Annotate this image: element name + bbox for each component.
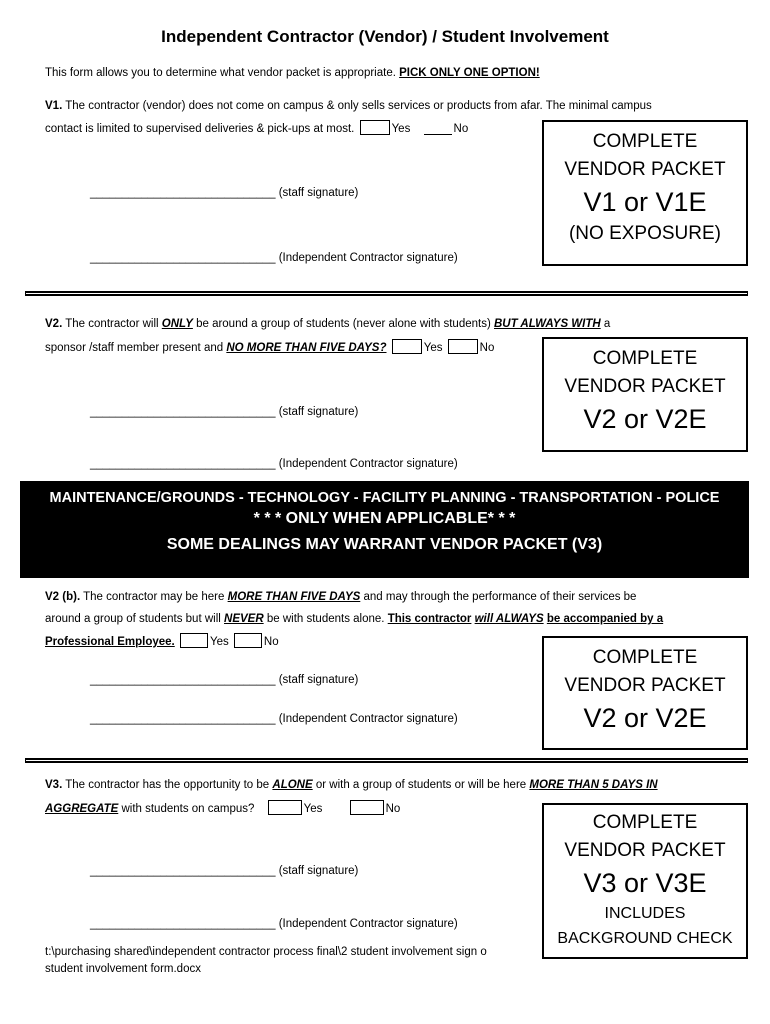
v3-text: or with a group of students or will be here	[315, 779, 527, 791]
v1-yes-label: Yes	[391, 123, 411, 135]
v3-contractor-signature-line[interactable]	[90, 918, 458, 930]
box-line: BACKGROUND CHECK	[557, 930, 733, 947]
v3-text: The contractor has the opportunity to be	[65, 779, 270, 791]
banner-v3-note: SOME DEALINGS MAY WARRANT VENDOR PACKET (V3)	[166, 536, 603, 553]
box-packet-code: V2 or V2E	[583, 404, 707, 434]
v2-emphasis: NO MORE THAN FIVE DAYS?	[226, 342, 387, 354]
v2b-text: around a group of students but will	[45, 613, 221, 625]
box-packet-code: V3 or V3E	[583, 868, 707, 898]
signature-blank: _____________________________	[90, 252, 276, 264]
v1-label: V1.	[45, 100, 63, 112]
v2b-emphasis: MORE THAN FIVE DAYS	[227, 591, 361, 603]
box-line: COMPLETE	[592, 647, 698, 668]
v3-question-line2	[45, 800, 400, 815]
v3-emphasis: AGGREGATE	[45, 803, 119, 815]
v3-question-line1	[45, 779, 658, 791]
staff-signature-label: (staff signature)	[278, 865, 359, 877]
box-packet-code: V1 or V1E	[583, 187, 707, 217]
v2b-contractor-signature-line[interactable]	[90, 713, 458, 725]
v2-emphasis: ONLY	[161, 318, 193, 330]
box-line: VENDOR PACKET	[564, 840, 726, 861]
v3-yes-checkbox[interactable]	[268, 800, 302, 815]
staff-signature-label: (staff signature)	[278, 406, 359, 418]
v2b-text: and may through the performance of their services be	[363, 591, 637, 603]
intro-text: This form allows you to determine what vendor packet is appropriate.	[45, 67, 396, 79]
signature-blank: _____________________________	[90, 918, 276, 930]
signature-blank: _____________________________	[90, 406, 276, 418]
intro-line	[45, 67, 540, 79]
v1-contractor-signature-line[interactable]	[90, 252, 458, 264]
v2-no-checkbox[interactable]	[448, 339, 478, 354]
v2b-yes-label: Yes	[209, 636, 229, 648]
v1-staff-signature-line[interactable]	[90, 187, 358, 199]
pick-one-notice: PICK ONLY ONE OPTION!	[399, 67, 540, 79]
v2b-question-line3	[45, 633, 279, 648]
v2b-yes-checkbox[interactable]	[180, 633, 208, 648]
contractor-signature-label: (Independent Contractor signature)	[278, 458, 458, 470]
departments-banner	[20, 481, 749, 578]
v3-label: V3.	[45, 779, 63, 791]
v2b-emphasis: Professional Employee.	[45, 636, 175, 648]
signature-blank: _____________________________	[90, 674, 276, 686]
file-path-line2: student involvement form.docx	[45, 963, 201, 975]
section-divider	[25, 291, 748, 296]
v2-question-line2	[45, 339, 494, 354]
box-line: VENDOR PACKET	[564, 675, 726, 696]
signature-blank: _____________________________	[90, 458, 276, 470]
box-line: COMPLETE	[592, 348, 698, 369]
box-line: VENDOR PACKET	[564, 376, 726, 397]
v2b-question-line2	[45, 613, 663, 625]
form-title: Independent Contractor (Vendor) / Student Involvement	[161, 27, 609, 46]
v2b-no-checkbox[interactable]	[234, 633, 262, 648]
box-line: (NO EXPOSURE)	[568, 223, 722, 244]
v3-staff-signature-line[interactable]	[90, 865, 358, 877]
v2-text: The contractor will	[65, 318, 159, 330]
v1-question-line2	[45, 120, 468, 135]
v2-staff-signature-line[interactable]	[90, 406, 358, 418]
file-path-line1: t:\purchasing shared\independent contractor process final\2 student involvement sign o	[45, 946, 487, 958]
v2-question-line1	[45, 318, 610, 330]
v2-text: sponsor /staff member present and	[45, 342, 224, 354]
v2b-label: V2 (b).	[45, 591, 81, 603]
signature-blank: _____________________________	[90, 187, 276, 199]
contractor-signature-label: (Independent Contractor signature)	[278, 713, 458, 725]
v2b-no-label: No	[263, 636, 279, 648]
v2b-packet-box	[542, 636, 748, 750]
v2b-emphasis: This contractor	[387, 613, 472, 625]
v2-emphasis: BUT ALWAYS WITH	[494, 318, 601, 330]
v2b-text: be with students alone.	[266, 613, 385, 625]
section-divider	[25, 758, 748, 763]
v2-packet-box	[542, 337, 748, 452]
box-line: COMPLETE	[592, 812, 698, 833]
v3-no-label: No	[385, 803, 401, 815]
v2b-question-line1	[45, 591, 636, 603]
staff-signature-label: (staff signature)	[278, 674, 359, 686]
contractor-signature-label: (Independent Contractor signature)	[278, 252, 458, 264]
v1-question-line1	[45, 100, 652, 112]
v2b-emphasis: NEVER	[224, 613, 264, 625]
signature-blank: _____________________________	[90, 865, 276, 877]
v1-no-checkbox[interactable]	[424, 121, 452, 135]
v2b-emphasis: will ALWAYS	[474, 613, 544, 625]
v3-packet-box	[542, 803, 748, 959]
v2-label: V2.	[45, 318, 63, 330]
signature-blank: _____________________________	[90, 713, 276, 725]
v1-no-label: No	[453, 123, 469, 135]
v3-no-checkbox[interactable]	[350, 800, 384, 815]
v1-text-2: contact is limited to supervised deliveries & pick-ups at most.	[45, 123, 355, 135]
v2-text: be around a group of students (never alone with students)	[196, 318, 491, 330]
contractor-signature-label: (Independent Contractor signature)	[278, 918, 458, 930]
v2-yes-checkbox[interactable]	[392, 339, 422, 354]
box-packet-code: V2 or V2E	[583, 703, 707, 733]
v2-text: a	[603, 318, 611, 330]
staff-signature-label: (staff signature)	[278, 187, 359, 199]
v1-text-1: The contractor (vendor) does not come on campus & only sells services or products from afar. The minimal campus	[65, 100, 652, 112]
v3-emphasis: MORE THAN 5 DAYS IN	[529, 779, 658, 791]
v3-text: with students on campus?	[121, 803, 255, 815]
v2-contractor-signature-line[interactable]	[90, 458, 458, 470]
v2b-text: The contractor may be here	[83, 591, 225, 603]
box-line: COMPLETE	[592, 131, 698, 152]
box-line: VENDOR PACKET	[564, 159, 726, 180]
banner-departments: MAINTENANCE/GROUNDS - TECHNOLOGY - FACILITY PLANNING - TRANSPORTATION - POLICE	[49, 490, 720, 506]
v2b-staff-signature-line[interactable]	[90, 674, 358, 686]
v2b-emphasis: be accompanied by a	[546, 613, 664, 625]
v3-yes-label: Yes	[303, 803, 323, 815]
v1-yes-checkbox[interactable]	[360, 120, 390, 135]
box-line: INCLUDES	[604, 905, 686, 922]
v2-no-label: No	[479, 342, 495, 354]
banner-applicable: * * * ONLY WHEN APPLICABLE* * *	[253, 510, 516, 527]
v3-emphasis: ALONE	[272, 779, 313, 791]
v2-yes-label: Yes	[423, 342, 443, 354]
v1-packet-box	[542, 120, 748, 266]
